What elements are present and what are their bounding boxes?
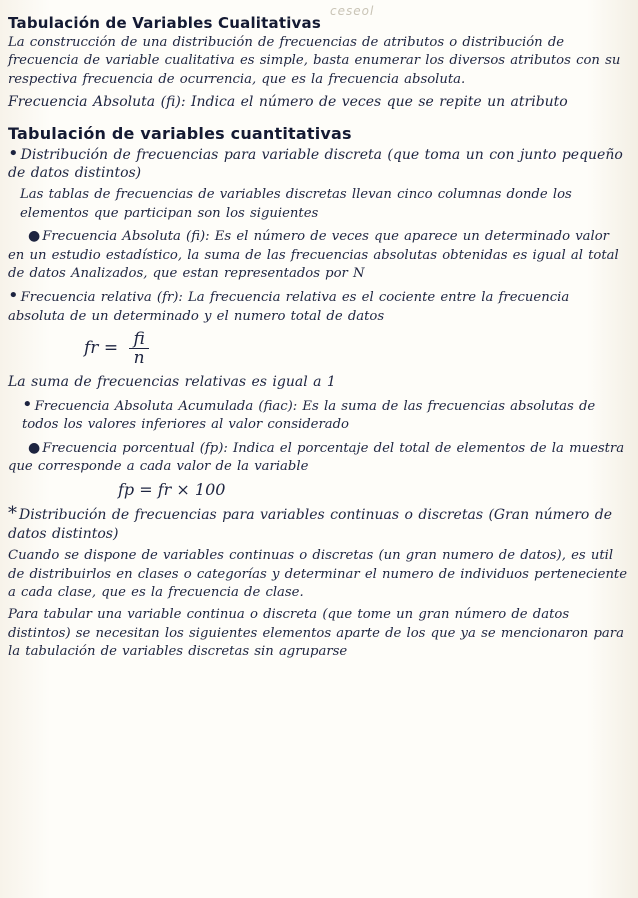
title-cualitativas: Tabulación de Variables Cualitativas: [8, 14, 321, 32]
def-fi-text: Frecuencia Absoluta (fi): Es el número de veces que aparece un determinado valor en un estudio estadístico, la suma de las frecuencias absolutas obtenidas es igual al total de datos Analizados, que estan representados por N: [8, 229, 619, 282]
handwritten-notes: [8, 6, 630, 666]
formula-fr-lhs: fr =: [84, 338, 119, 359]
filled-bullet-icon: ●: [28, 439, 41, 456]
head-variable-continua-text: Distribución de frecuencias para variables continuas o discretas (Gran número de datos distintos): [8, 507, 613, 542]
fraction: [129, 330, 148, 367]
fraction-numerator: fi: [129, 330, 148, 349]
bullet-icon: •: [8, 142, 19, 164]
intro-cualitativas: La construcción de una distribución de frecuencias de atributos o distribución de frecuencia de variable cualitativa es simple, basta enumerar los diversos atributos con su respectiva frecuencia de ocurrencia, que es la frecuencia absoluta.: [8, 35, 621, 87]
def-fi: [8, 227, 630, 283]
def-frecuencia-absoluta-cualitativa: Frecuencia Absoluta (fi): Indica el número de veces que se repite un atributo: [8, 94, 568, 111]
def-fiac: [8, 393, 630, 435]
bullet-icon: •: [8, 285, 19, 307]
filled-bullet-icon: ●: [28, 228, 41, 245]
head-variable-continua: [8, 505, 630, 543]
formula-fr: [84, 330, 630, 367]
bullet-icon: •: [22, 393, 33, 415]
intro-variable-continua: Cuando se dispone de variables continuas o discretas (un gran numero de datos), es util de distribuirlos en clases o categorías y determinar el numero de individuos perteneciente a cada clase, que es la frecuencia de clase.: [8, 548, 628, 600]
final-paragraph: Para tabular una variable continua o discreta (que tome un gran número de datos distintos) se necesitan los siguientes elementos aparte de los que ya se mencionaron para la tabulación de variables discretas sin agruparse: [8, 607, 624, 660]
asterisk-bullet-icon: *: [8, 503, 17, 525]
def-fr: [8, 287, 630, 326]
head-variable-discreta-text: Distribución de frecuencias para variable discreta (que toma un con junto pequeño de datos distintos): [8, 146, 623, 182]
fr-sum-note: La suma de frecuencias relativas es igual a 1: [8, 374, 336, 391]
formula-fp: fp = fr × 100: [118, 480, 226, 500]
fraction-denominator: n: [133, 348, 145, 369]
title-cuantitativas: Tabulación de variables cuantitativas: [8, 123, 352, 143]
def-fr-text: Frecuencia relativa (fr): La frecuencia relativa es el cociente entre la frecuencia absoluta de un determinado y el numero total de datos: [8, 290, 570, 324]
head-variable-discreta: [8, 142, 630, 183]
def-fp-text: Frecuencia porcentual (fp): Indica el porcentaje del total de elementos de la muestra que corresponde a cada valor de la variable: [8, 440, 625, 474]
bleed-through-text: ceseol: [330, 4, 375, 18]
intro-variable-discreta: Las tablas de frecuencias de variables discretas llevan cinco columnas donde los elementos que participan son los siguientes: [20, 187, 572, 221]
def-fp: [8, 439, 630, 477]
def-fiac-text: Frecuencia Absoluta Acumulada (fiac): Es la suma de las frecuencias absolutas de todos los valores inferiores al valor considerado: [22, 398, 596, 433]
